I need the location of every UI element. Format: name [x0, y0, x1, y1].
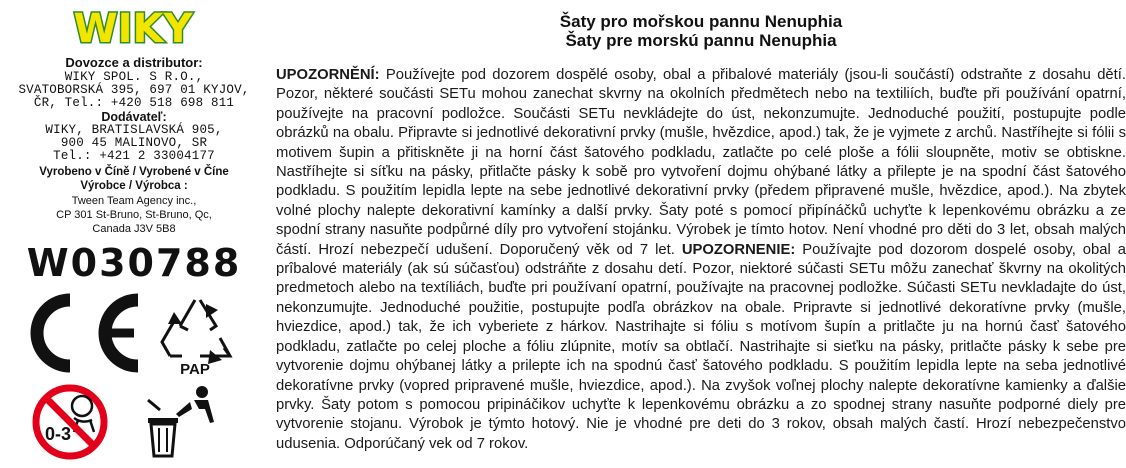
agency-line: Tween Team Agency inc., [71, 195, 197, 207]
agency-line: CP 301 St-Bruno, St-Bruno, Qc, [56, 209, 212, 221]
title-cz: Šaty pro mořskou pannu Nenuphia [559, 12, 843, 31]
age-label: 0-3 [44, 424, 72, 444]
distributor-heading: Dovozce a distributor: [65, 55, 203, 70]
recycle-label: PAP [180, 361, 210, 378]
warning-text [276, 66, 1126, 454]
warning-body-sk: Používajte pod dozorom dospelé osoby, obal a prîbalové materiály (ak sú súčasťou) odstráňte z dosahu detí. Pozor, niektoré súčasti SETu môžu zanechať škvrny na okolitých predmetoch alebo na textíliách, buďte pri používaní opatrní, používajte na pracovnej podložke. Súčasti SETu nevkladajte do úst, nekonzumujte. Jednoduché použitie, postupujte podľa obrázkov na obale. Pripravte si jednotlivé dekoratívne prvky (mušle, hviezdice, apod.) tak, že ich vyberiete z hárkov. Nastrihajte si fóliu s motívom šupín a pritlačte ju na hornú časť šatového podkladu, zatlačte po celej ploche a fóliu zlúpnite, motív sa obtlačí. Nastrihajte si sieťku na pásky, pritlačte pásky k sebe pre vytvorenie dojmu ohýbanej látky a prilepte ich na spodnú časť šatového podkladu. S použitím lepidla lepte na seba jednotlivé dekoratívne prvky (vopred pripravené mušle, hviezdice, apod.). Na zvyšok voľnej plochy nalepte dekoratívne kamienky a ďalšie prvky. Šaty potom s pomocou pripináčikov uchyťte k lepenkovému obrázku a zo spodnej strany nasuňte podporné diely pre vytvorenie stojanu. Výrobok je týmto hotový. Nie je vhodné pre deti do 3 rokov, obsah malých častí. Hrozí nebezpečenstvo udusenia. Odporúčaný vek od 7 rokov. [276, 241, 1126, 452]
supplier-line: Tel.: +421 2 33004177 [53, 149, 215, 163]
recycle-icon [162, 300, 230, 364]
warning-label-sk: UPOZORNENIE: [681, 241, 796, 258]
distributor-line: SVATOBORSKÁ 395, 697 01 KYJOV, [18, 83, 250, 97]
product-code: W030788 [26, 241, 242, 285]
wiky-logo [63, 2, 203, 52]
waste-bin-icon [148, 386, 214, 456]
ce-mark-icon [37, 300, 138, 366]
agency-line: Canada J3V 5B8 [92, 223, 176, 235]
safety-symbols [30, 290, 260, 460]
made-in-text: Vyrobeno v Číně / Vyrobené v Číne [39, 166, 229, 178]
manufacturer-heading: Výrobce / Výrobca : [80, 180, 188, 192]
warning-label-cz: UPOZORNĚNÍ: [276, 67, 380, 83]
supplier-line: 900 45 MALINOVO, SR [60, 136, 208, 150]
logo-text: WIKY [73, 6, 193, 52]
distributor-line: ČR, Tel.: +420 518 698 811 [33, 96, 235, 110]
age-warning-icon [36, 388, 104, 456]
supplier-heading: Dodávateľ: [101, 110, 167, 124]
warning-body-cz: Používejte pod dozorem dospělé osoby, obal a přibalové materiály (jsou-li součástí) odstraňte z dosahu dětí. Pozor, některé součásti SETu mohou zanechat skvrny na okolních předmětech nebo na textiliích, buďte při používání opatrní, používejte na pracovní podložce. Součásti SETu nevkládejte do úst, nekonzumujte. Jednoduché použití, postupujte podle obrázků na obalu. Připravte si jednotlivé dekorativní prvky (mušle, hvězdice, apod.) tak, že je vyjmete z archů. Nastříhejte si fólii s motivem šupin a přitiskněte ji na horní část šatového podkladu, zatlačte po celé ploše a fólii sloupněte, motiv se obtiskne. Nastříhejte si síťku na pásky, přitlačte pásky k sobě pro vytvoření dojmu ohýbané látky a přilepte je na spodní část šatového podkladu. S použitím lepidla lepte na sebe jednotlivé dekorativní prvky (předem připravené mušle, hvězdice, apod.). Na zbytek volné plochy nalepte dekorativní kamínky a další prvky. Šaty poté s pomocí připínáčků uchyťte k lepenkovému obrázku a ze spodní strany nasuňte podpůrné díly pro vytvoření stojánku. Výrobek je tímto hotov. Není vhodné pro děti do 3 let, obsah malých částí. Hrozí nebezpečí udušení. Doporučený věk od 7 let. [276, 67, 1126, 258]
label-left-panel [0, 0, 268, 468]
distributor-line: WIKY SPOL. S R.O., [64, 70, 204, 84]
supplier-line: WIKY, BRATISLAVSKÁ 905, [45, 123, 223, 137]
title-sk: Šaty pre morskú pannu Nenuphia [565, 31, 837, 50]
